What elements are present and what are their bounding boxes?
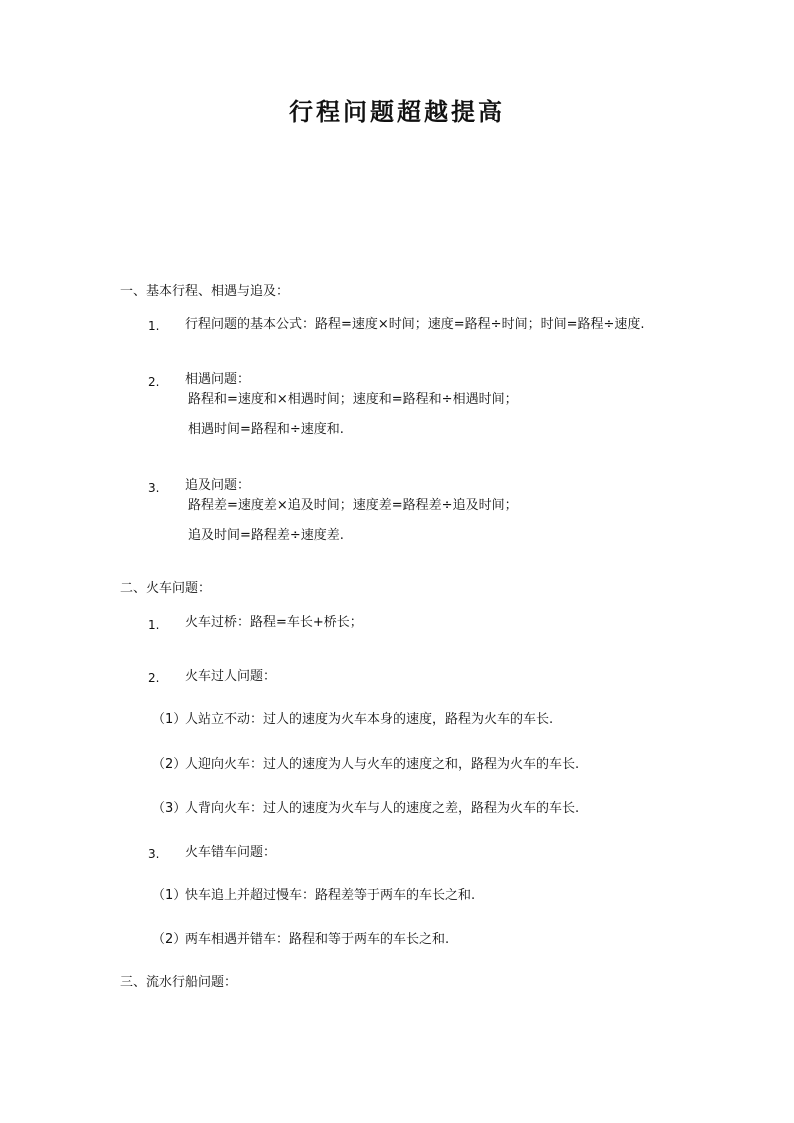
item-number: 3. (148, 481, 160, 495)
sub-item-text: 人迎向火车：过人的速度为人与火车的速度之和，路程为火车的车长. (185, 757, 580, 772)
sub-item-text: 快车追上并超过慢车：路程差等于两车的车长之和. (185, 888, 476, 903)
item-number: 3. (148, 847, 160, 861)
item-text: 火车过人问题： (185, 669, 277, 684)
sub-item-text: 人站立不动：过人的速度为火车本身的速度，路程为火车的车长. (185, 712, 554, 727)
formula-line: 路程和=速度和×相遇时间；速度和=路程和÷相遇时间； (188, 392, 518, 407)
section-heading-3: 三、流水行船问题： (120, 975, 238, 990)
item-number: 1. (148, 319, 160, 333)
item-text: 追及问题： (185, 478, 251, 493)
formula-line: 相遇时间=路程和÷速度和. (188, 422, 344, 437)
sub-item-text: 两车相遇并错车：路程和等于两车的车长之和. (185, 932, 450, 947)
item-number: 2. (148, 375, 160, 389)
sub-item-mark: （2） (152, 932, 187, 947)
item-number: 2. (148, 671, 160, 685)
formula-line: 追及时间=路程差÷速度差. (188, 528, 344, 543)
item-text: 行程问题的基本公式：路程=速度×时间；速度=路程÷时间；时间=路程÷速度. (185, 317, 645, 332)
sub-item-text: 人背向火车：过人的速度为火车与人的速度之差，路程为火车的车长. (185, 801, 580, 816)
item-text: 火车错车问题： (185, 845, 277, 860)
section-heading-1: 一、基本行程、相遇与追及： (120, 284, 290, 299)
sub-item-mark: （1） (152, 712, 187, 727)
item-text: 相遇问题： (185, 372, 251, 387)
page-title: 行程问题超越提高 (289, 97, 505, 126)
item-text: 火车过桥：路程=车长+桥长； (185, 615, 363, 630)
sub-item-mark: （1） (152, 888, 187, 903)
formula-line: 路程差=速度差×追及时间；速度差=路程差÷追及时间； (188, 498, 518, 513)
section-heading-2: 二、火车问题： (120, 581, 212, 596)
sub-item-mark: （3） (152, 801, 187, 816)
sub-item-mark: （2） (152, 757, 187, 772)
item-number: 1. (148, 618, 160, 632)
